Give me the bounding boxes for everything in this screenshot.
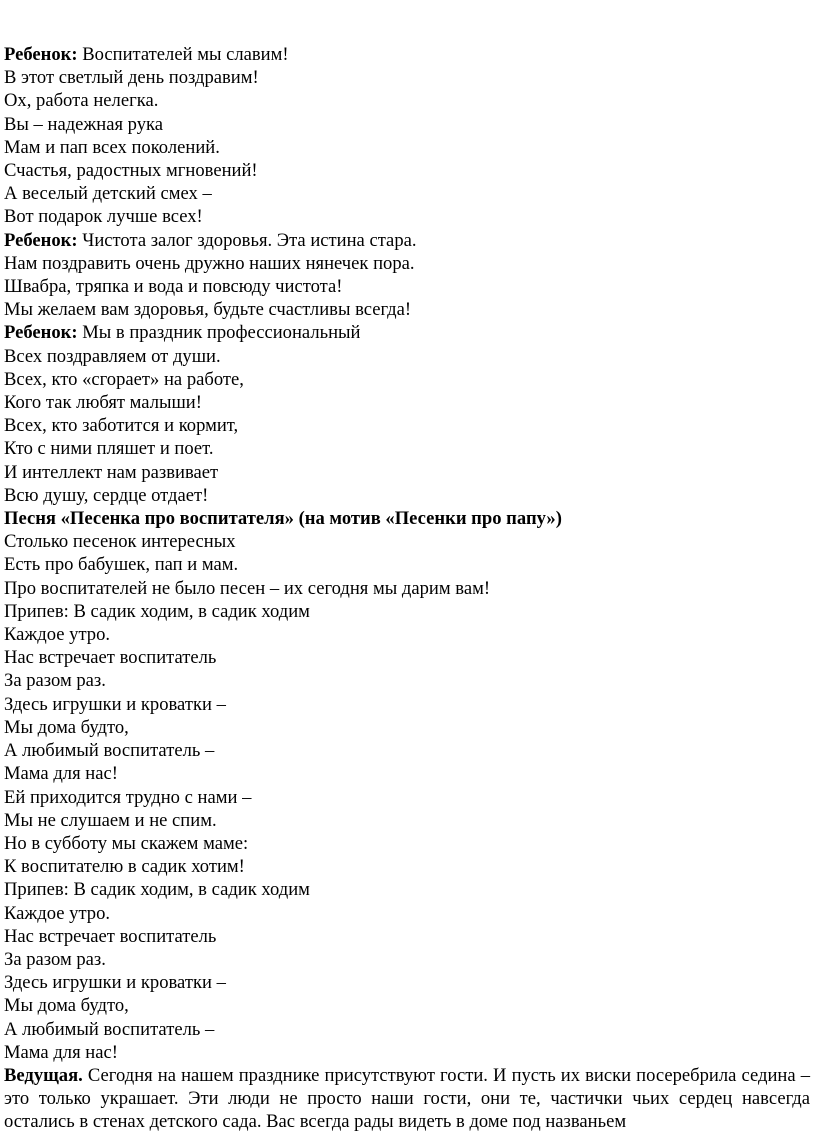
line-text: За разом раз. [4, 948, 106, 970]
line-text: Всю душу, сердце отдает! [4, 484, 209, 506]
line-text: Мы не слушаем и не спим. [4, 809, 217, 831]
line-text: Припев: В садик ходим, в садик ходим [4, 600, 310, 622]
line-text: Но в субботу мы скажем маме: [4, 832, 249, 854]
line-text: К воспитателю в садик хотим! [4, 856, 245, 878]
verse-line [4, 762, 810, 785]
verse-line [4, 484, 810, 507]
line-text: Каждое утро. [4, 902, 111, 924]
line-text: Всех, кто «сгорает» на работе, [4, 368, 244, 390]
verse-line [4, 113, 810, 136]
verse-line [4, 461, 810, 484]
verse-line [4, 739, 810, 762]
line-text: Кого так любят малыши! [4, 392, 202, 414]
line-text: Нас встречает воспитатель [4, 647, 217, 669]
line-text: Мы в праздник профессиональный [77, 322, 361, 344]
line-text: Мам и пап всех поколений. [4, 136, 220, 158]
line-text: За разом раз. [4, 670, 106, 692]
verse-line [4, 716, 810, 739]
line-text: Есть про бабушек, пап и мам. [4, 554, 239, 576]
line-text: Мы дома будто, [4, 716, 129, 738]
line-text: А веселый детский смех – [4, 183, 212, 205]
line-text: Швабра, тряпка и вода и повсюду чистота! [4, 276, 343, 298]
verse-line [4, 553, 810, 576]
line-text: Воспитателей мы славим! [77, 44, 289, 65]
verse-line [4, 693, 810, 716]
verse-line [4, 205, 810, 228]
line-text: Вот подарок лучше всех! [4, 206, 203, 228]
line-text: Про воспитателей не было песен – их сегодня мы дарим вам! [4, 577, 491, 599]
verse-line [4, 669, 810, 692]
speaker-label: Ребенок: [4, 322, 78, 344]
verse-line [4, 530, 810, 553]
song-heading: Песня «Песенка про воспитателя» (на мотив «Песенки про папу») [4, 508, 562, 530]
line-text: А любимый воспитатель – [4, 740, 215, 762]
verse-line [4, 275, 810, 298]
host-paragraph [4, 1064, 810, 1134]
verse-line [4, 855, 810, 878]
speaker-label: Ведущая. [4, 1064, 83, 1086]
verse-line [4, 368, 810, 391]
line-text: Мы желаем вам здоровья, будьте счастливы всегда! [4, 299, 412, 321]
line-text: Ох, работа нелегка. [4, 90, 159, 112]
speaker-label: Ребенок: [4, 229, 78, 251]
line-text: Всех поздравляем от души. [4, 345, 221, 367]
verse-line [4, 878, 810, 901]
line-text: Мама для нас! [4, 763, 118, 785]
line-text: Ей приходится трудно с нами – [4, 786, 252, 808]
line-text: И интеллект нам развивает [4, 461, 219, 483]
line-text: Каждое утро. [4, 624, 111, 646]
line-text: А любимый воспитатель – [4, 1018, 215, 1040]
line-text: Здесь игрушки и кроватки – [4, 972, 226, 994]
verse-line [4, 252, 810, 275]
line-text: Счастья, радостных мгновений! [4, 160, 258, 182]
verse-line [4, 948, 810, 971]
verse-line [4, 902, 810, 925]
verse-line [4, 1041, 810, 1064]
verse-line [4, 414, 810, 437]
verse-line [4, 925, 810, 948]
verse-line [4, 646, 810, 669]
verse-line [4, 600, 810, 623]
verse-line [4, 437, 810, 460]
verse-line [4, 971, 810, 994]
verse-line [4, 577, 810, 600]
speaker-line [4, 229, 810, 252]
verse-line [4, 1018, 810, 1041]
line-text: Столько песенок интересных [4, 531, 236, 553]
verse-line [4, 786, 810, 809]
line-text: Чистота залог здоровья. Эта истина стара. [77, 229, 417, 251]
line-text: Нас встречает воспитатель [4, 925, 217, 947]
speaker-line [4, 321, 810, 344]
document-body [4, 43, 810, 1134]
verse-line [4, 159, 810, 182]
verse-line [4, 345, 810, 368]
verse-line [4, 623, 810, 646]
verse-line [4, 391, 810, 414]
verse-line [4, 89, 810, 112]
verse-line [4, 994, 810, 1017]
line-text: Припев: В садик ходим, в садик ходим [4, 879, 310, 901]
line-text: Мы дома будто, [4, 995, 129, 1017]
verse-line [4, 66, 810, 89]
line-text: Нам поздравить очень дружно наших нянечек пора. [4, 252, 415, 274]
line-text: Мама для нас! [4, 1041, 118, 1063]
speaker-line [4, 43, 810, 66]
speaker-label: Ребенок: [4, 44, 78, 65]
paragraph-text: Сегодня на нашем празднике присутствуют гости. И пусть их виски посеребрила седина – это только украшает. Эти люди не просто наши гости, они те, частички чьих сердец навсегда остались в стенах детского сада. Вас всегда рады видеть в доме под названьем [4, 1064, 810, 1133]
verse-line [4, 136, 810, 159]
verse-line [4, 182, 810, 205]
verse-line [4, 832, 810, 855]
line-text: Всех, кто заботится и кормит, [4, 415, 239, 437]
line-text: Вы – надежная рука [4, 113, 164, 135]
line-text: Здесь игрушки и кроватки – [4, 693, 226, 715]
line-text: Кто с ними пляшет и поет. [4, 438, 214, 460]
verse-line [4, 809, 810, 832]
line-text: В этот светлый день поздравим! [4, 67, 259, 89]
verse-line [4, 298, 810, 321]
